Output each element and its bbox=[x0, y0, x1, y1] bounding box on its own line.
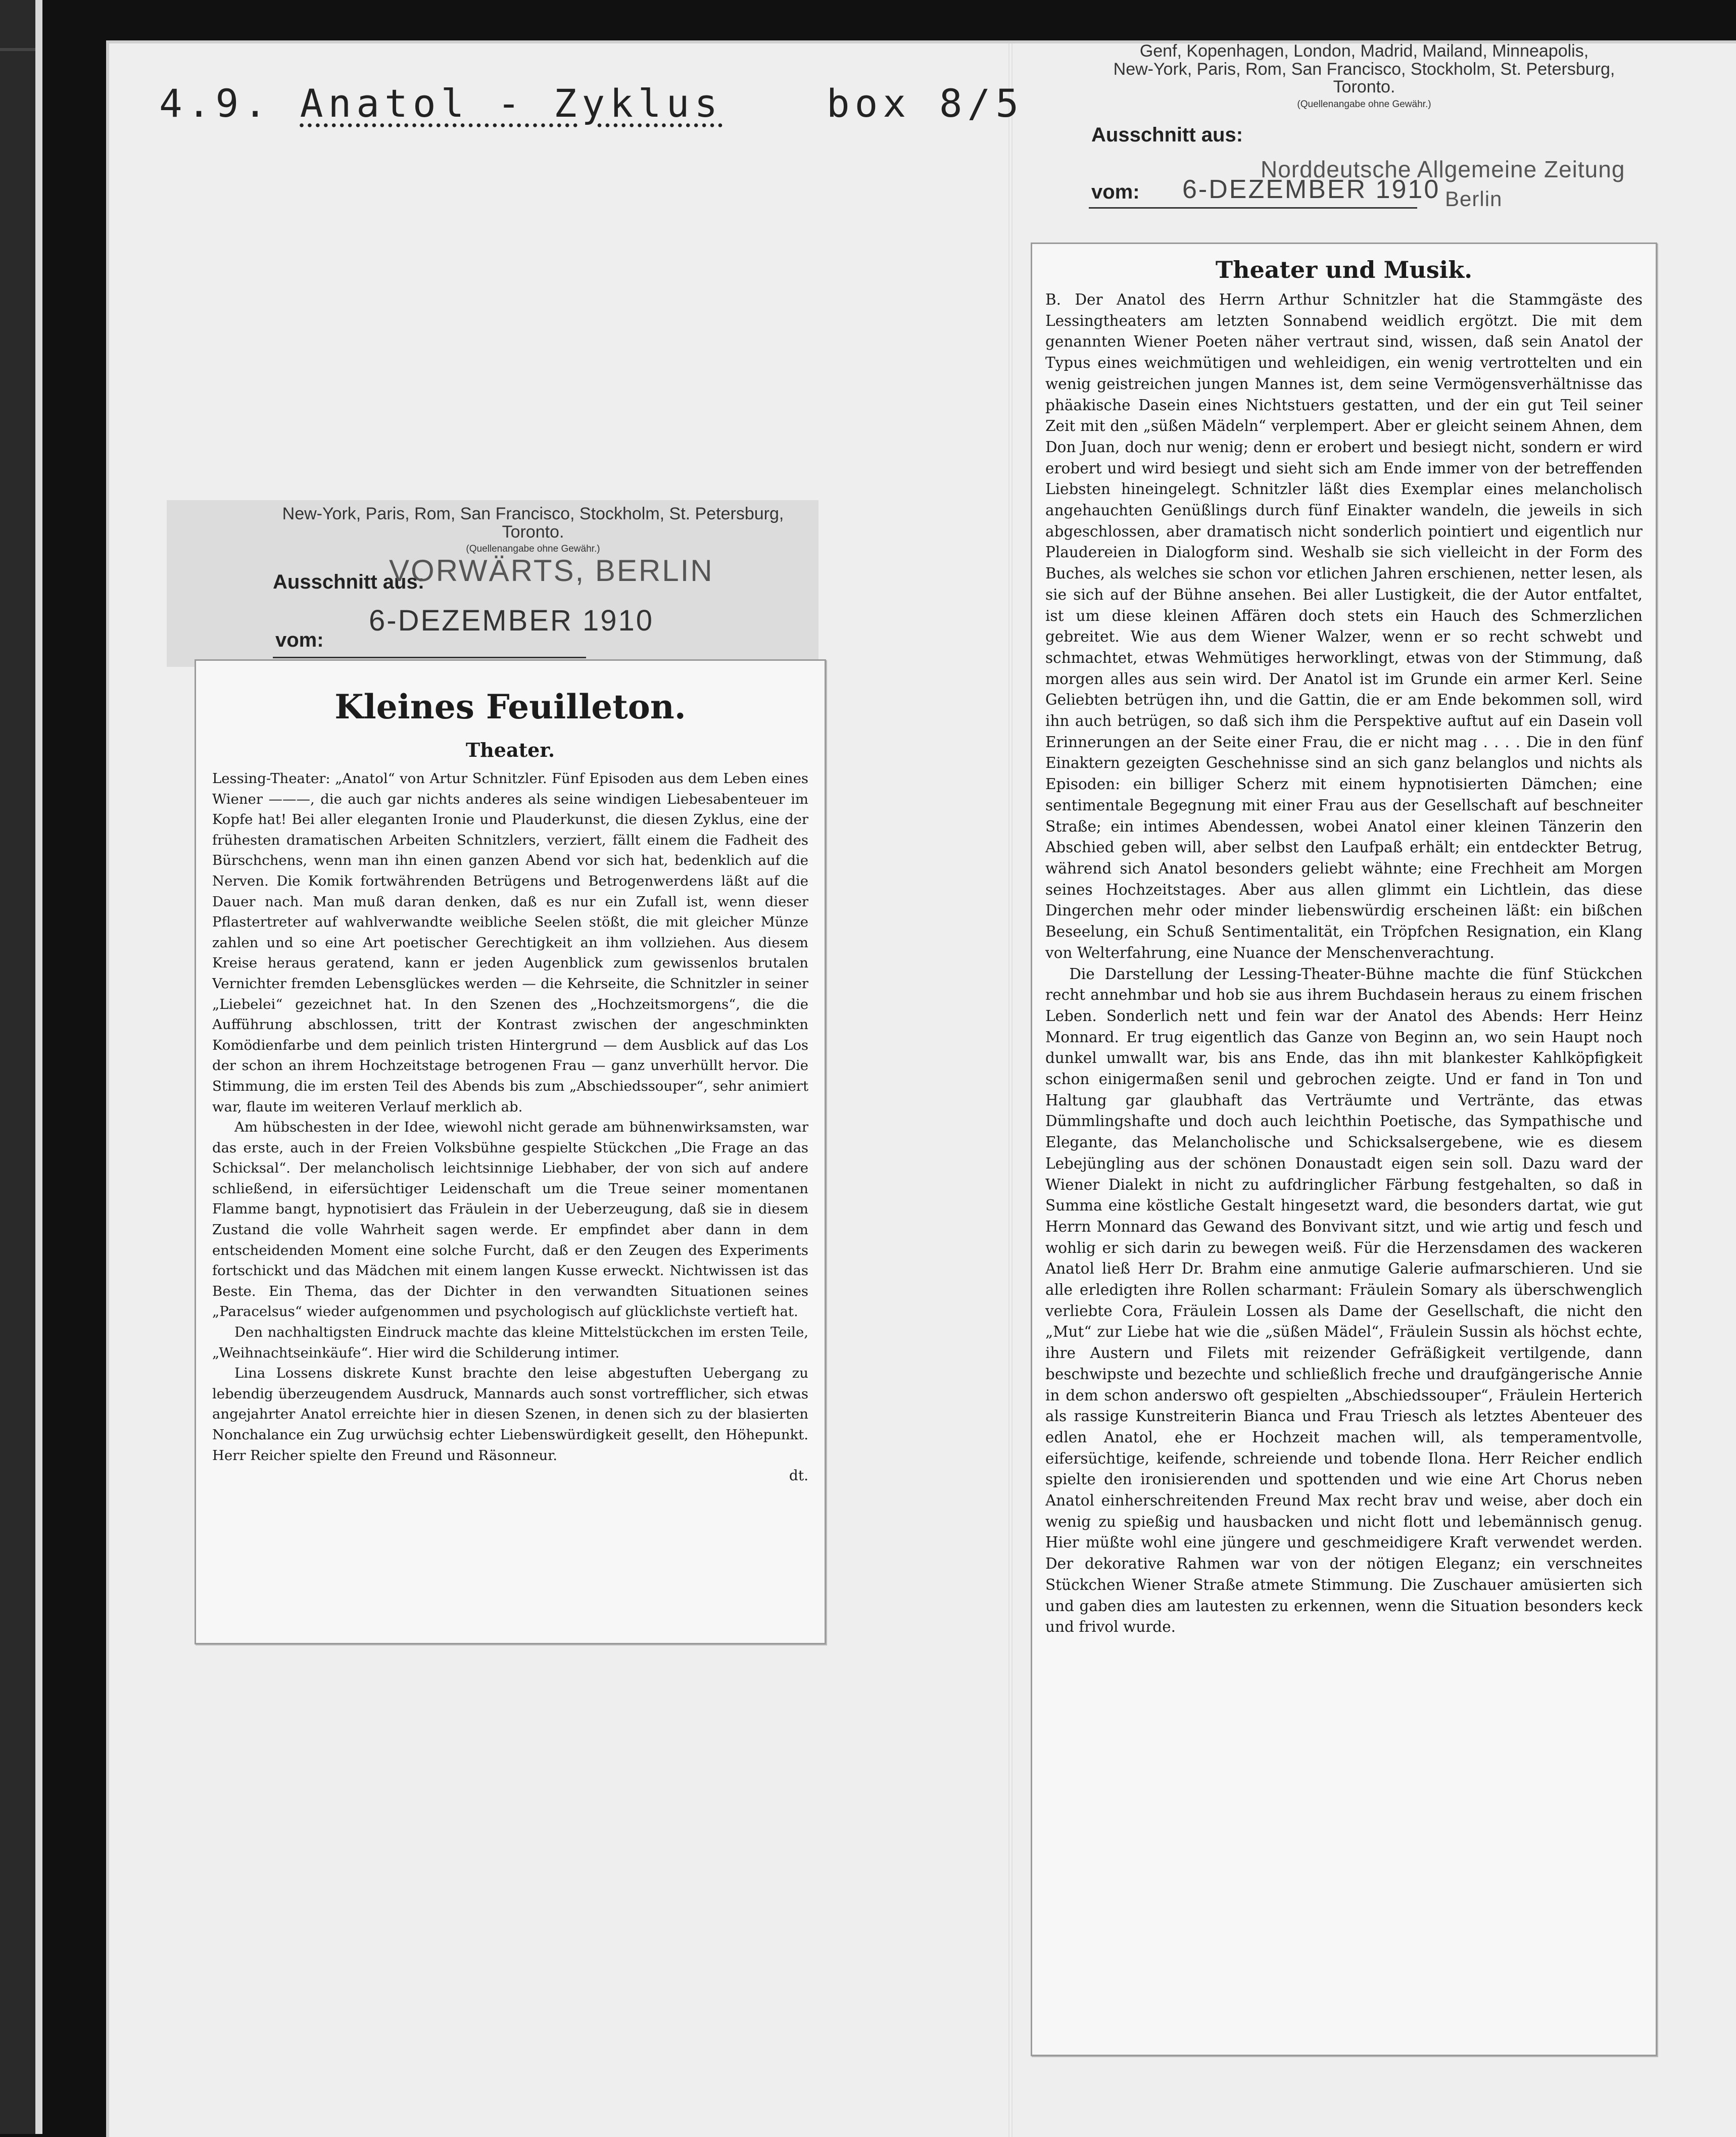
left-date-line bbox=[273, 657, 586, 658]
left-paragraph-2: Am hübschesten in der Idee, wiewohl nicht gerade am bühnenwirksamsten, war das erste, auch in der Freien Volksbühne gespielte Stückchen „Die Frage an das Schicksal“. Der melancholisch leichtsinnige Liebhaber, der von sich auf andere schließend, in eifersüchtiger Leidenschaft um die Treue seiner momentanen Flamme bangt, hypnotisiert das Fräulein in der Ueberzeugung, daß sie in diesem Zustand die volle Wahrheit sagen werde. Er empfindet aber dann in dem entscheidenden Moment eine solche Furcht, daß er den Zeugen des Experiments fortschickt und das Mädchen mit einem langen Kusse erweckt. Nichtwissen ist das Beste. Ein Thema, das der Dichter in den verwandten Situationen seines „Paracelsus“ wieder aufgenommen und psychologisch auf glücklichste vertieft hat. bbox=[212, 1119, 808, 1320]
left-clipping-signature: dt. bbox=[789, 1467, 808, 1484]
left-paragraph-1: Lessing-Theater: „Anatol“ von Artur Schnitzler. Fünf Episoden aus dem Leben eines Wiener ———, die auch gar nichts anderes als seine windigen Liebesabenteuer im Kopfe hat! Bei aller eleganten Ironie und Plauderkunst, die diesen Zyklus, eine der frühesten dramatischen Arbeiten Schnitzlers, verziert, fällt einem die Fadheit des Bürschchens, wenn man ihn einen ganzen Abend vor sich hat, bedenklich auf die Nerven. Die Komik fortwährenden Betrügens und Betrogenwerdens läßt auf die Dauer nach. Man muß daran denken, daß es nur ein Zufall ist, wenn dieser Pflastertreter auf wahlverwandte weibliche Seelen stößt, die mit gleicher Münze zahlen und so eine Art poetischer Gerechtigkeit an ihm vollziehen. Aus diesem Kreise heraus geratend, kann er jeden Augenblick zum gewissenlos brutalen Vernichter fremden Lebensglückes werden — die Kehrseite, die Schnitzler in seiner „Liebelei“ gezeichnet hat. In den Szenen des „Hochzeitsmorgens“, die die Aufführung abschlossen, tritt der Kontrast zwischen der angeschminkten Komödienfarbe und dem peinlich tristen Hintergrund — dem Ausblick auf das Los der schon an ihrem Hochzeitstage betrogenen Frau — ganz unverhüllt hervor. Die Stimmung, die im ersten Teil des Abends bis zum „Abschiedssouper“, sehr animiert war, flaute im weiteren Verlauf merklich ab. bbox=[212, 770, 808, 1115]
right-agency-cities-1: New-York, Paris, Rom, San Francisco, Stockholm, St. Petersburg, Toronto. bbox=[1113, 59, 1615, 97]
left-paragraph-4: Lina Lossens diskrete Kunst brachte den leise abgestuften Uebergang zu lebendig überzeugendem Ausdruck, Mannards auch sonst vortrefflicher, sich etwas angejahrter Anatol erreichte hier in diesen Szenen, in denen sich zu der blasierten Nonchalance ein Zug urwüchsig echter Liebenswürdigkeit gesellt, den Höhepunkt. Herr Reicher spielte den Freund und Räsonneur. bbox=[212, 1365, 808, 1464]
right-clipping-headline: Theater und Musik. bbox=[1215, 256, 1473, 283]
left-edge-strip bbox=[0, 0, 42, 2134]
right-agency-note: (Quellenangabe ohne Gewähr.) bbox=[1297, 99, 1431, 110]
left-vom-label: vom: bbox=[275, 629, 324, 651]
right-date-line bbox=[1089, 207, 1417, 209]
edge-mark bbox=[0, 48, 35, 51]
right-date-stamp: 6-DEZEMBER 1910 bbox=[1182, 175, 1440, 204]
label-box: box 8/5 bbox=[826, 81, 1024, 126]
left-ausschnitt-label: Ausschnitt aus: bbox=[273, 571, 425, 593]
left-clipping-body bbox=[212, 768, 808, 1466]
left-agency-cities: New-York, Paris, Rom, San Francisco, Stockholm, St. Petersburg, Toronto. bbox=[282, 504, 784, 542]
right-agency-cities-0: Genf, Kopenhagen, London, Madrid, Mailand, Minneapolis, bbox=[1139, 41, 1589, 61]
left-agency-note: (Quellenangabe ohne Gewähr.) bbox=[466, 544, 600, 555]
label-number: 4.9. bbox=[159, 81, 272, 126]
right-paragraph-2: Die Darstellung der Lessing-Theater-Bühne machte die fünf Stückchen recht annehmbar und hob sie aus ihrem Buchdasein heraus zu einem frischen Leben. Sonderlich nett und fein war der Anatol des Abends: Herr Heinz Monnard. Er trug eigentlich das Ganze von Beginn an, wo sein Haupt noch dunkel umwallt war, bis ans Ende, das ihn mit blankester Kahlköpfigkeit schon einigermaßen senil und gebrochen zeigte. Und er fand in Ton und Haltung gar glaubhaft das Verträumte und Verträntе, das etwas Dümmlingshafte und doch auch leichthin Poetische, das Sympathische und Elegante, das Melancholische und Schicksalsergebene, wie es diesem Lebejüngling aus der schönen Donaustadt eigen sein soll. Dazu ward der Wiener Dialekt in nicht zu aufdringlicher Färbung festgehalten, so daß in Summa eine köstliche Gestalt hingesetzt ward, die besonders dartat, wie gut Herrn Monnard das Gewand des Bonvivant sitzt, und wie artig und fesch und wohlig er sich darin zu bewegen weiß. Für die Herzensdamen des wackeren Anatol ließ Herr Dr. Brahm eine anmutige Galerie aufmarschieren. Und sie alle erledigten ihre Rollen scharmant: Fräulein Somary als überschwenglich verliebte Cora, Fräulein Lossen als Dame der Gesellschaft, die nicht den „Mut“ zur Liebe hat wie die „süßen Mädel“, Fräulein Sussin als höchst echte, ihre Austern und Filets mit reizender Gefräßigkeit vertilgende, dann beschwipste und bezechte und schließlich freche und draufgängerische Annie in dem schon anderswo oft gespielten „Abschiedssouper“, Fräulein Herterich als rassige Kunstreiterin Bianca und Frau Triesch als letztes Abenteuer des edlen Anatol, ehe er Hochzeit machen will, als temperamentvolle, eifersüchtige, keifende, schreiende und tobende Ilona. Herr Reicher endlich spielte den ironisierenden und spottenden und wie eine Art Chorus neben Anatol einherschreitenden Freund Max recht brav und weise, aber doch ein wenig zu spießig und hausbacken und nicht flott und lebemännisch genug. Hier müßte wohl eine jüngere und geschmeidigere Kraft verwendet werden. Der dekorative Rahmen war von der nötigen Eleganz; ein verschneites Stückchen Wiener Straße atmete Stimmung. Die Zuschauer amüsierten sich und gaben dies am lautesten zu erkennen, wenn die Situation besonders keck und frivol wurde. bbox=[1045, 965, 1643, 1636]
right-agency-block bbox=[1081, 42, 1647, 110]
right-paragraph-1: B. Der Anatol des Herrn Arthur Schnitzler hat die Stammgäste des Lessingtheaters am letzten Sonnabend weidlich ergötzt. Die mit dem genannten Wiener Poeten näher vertraut sind, wissen, daß sein Anatol der Typus eines weichmütigen und wehleidigen, ein wenig vertrottelten und ein wenig geistreichen jungen Mannes ist, dem seine Vermögensverhältnisse das phäakische Dasein eines Nichtstuers gestatten, und der ein gut Teil seiner Zeit mit den „süßen Mädeln“ verplempert. Aber er gleicht seinem Ahnen, dem Don Juan, doch nur wenig; denn er erobert und besiegt nicht, sondern er wird erobert und wird besiegt und sieht sich am Ende immer von der betreffenden Liebsten hineingelegt. Schnitzler läßt dies Exemplar eines melancholisch angehauchten Genüßlings durch fünf Einakter wandeln, die jeweils in sich abgeschlossen, aber dramatisch nicht sonderlich pointiert und eigentlich nur Plaudereien in Dialogform sind. Weshalb sie sich vielleicht in der Form des Buches, als welches sie schon vor etlichen Jahren erschienen, netter lesen, als sie sich auf der Bühne ansehen. Bei aller Lustigkeit, die der Autor entfaltet, ist um diese kleinen Affären doch stets ein Hauch des Schmerzlichen gebreitet. Wie aus dem Wiener Walzer, wenn er so recht schwebt und schmachtet, etwas Wehmütiges herworklingt, etwas von der Stimmung, daß morgen alles aus sein wird. Der Anatol ist im Grunde ein armer Kerl. Seine Geliebten betrügen ihn, und die Gattin, die er am Ende bekommen soll, wird ihn auch betrügen, so daß sich ihm die Perspektive auftut auf ein Dasein voll Erinnerungen an der Seite einer Frau, die er nicht mag . . . . Die in den fünf Einaktern gezeigten Geschehnisse sind an sich ganz belanglos und nichts als Episoden: ein billiger Scherz mit einem hypnotisierten Dämchen; eine sentimentale Begegnung mit einer Frau aus der Gesellschaft auf beschneiter Straße; ein intimes Abendessen, wobei Anatol einer kleinen Tänzerin den Abschied geben will, aber selbst den Laufpaß erhält; ein entdeckter Betrug, während sich Anatol besonders geliebt wähnte; eine Frechheit am Morgen seines Hochzeitstages. Aber aus allen glimmt ein Lichtlein, das diese Dingerchen mehr oder minder liebenswürdig erscheinen läßt: ein bißchen Beseelung, ein Schuß Sentimentalität, ein Tröpfchen Resignation, ein Klang von Welterfahrung, eine Nuance der Menschenverachtung. bbox=[1045, 291, 1643, 961]
left-source-stamp: VORWÄRTS, BERLIN bbox=[389, 554, 714, 588]
left-clipping-headline: Kleines Feuilleton. bbox=[334, 687, 686, 726]
right-newspaper-clipping bbox=[1031, 242, 1657, 2056]
left-agency-block bbox=[263, 505, 803, 554]
right-clipping-body bbox=[1045, 289, 1643, 1638]
right-source-stamp-2: Berlin bbox=[1445, 187, 1503, 211]
left-paragraph-3: Den nachhaltigsten Eindruck machte das kleine Mittelstückchen im ersten Teile, „Weihnachtseinkäufe“. Hier wird die Schilderung intimer. bbox=[212, 1324, 808, 1361]
left-clipping-section: Theater. bbox=[465, 739, 555, 761]
right-vom-label: vom: bbox=[1091, 181, 1140, 203]
page-fold bbox=[1008, 43, 1012, 2137]
folder-label bbox=[159, 81, 1024, 126]
right-source-stamp-1: Norddeutsche Allgemeine Zeitung bbox=[1261, 156, 1625, 182]
right-ausschnitt-label: Ausschnitt aus: bbox=[1091, 124, 1243, 146]
left-date-stamp: 6-DEZEMBER 1910 bbox=[369, 604, 654, 637]
left-newspaper-clipping bbox=[195, 659, 826, 1644]
label-title: Anatol - Zyklus bbox=[300, 81, 723, 126]
